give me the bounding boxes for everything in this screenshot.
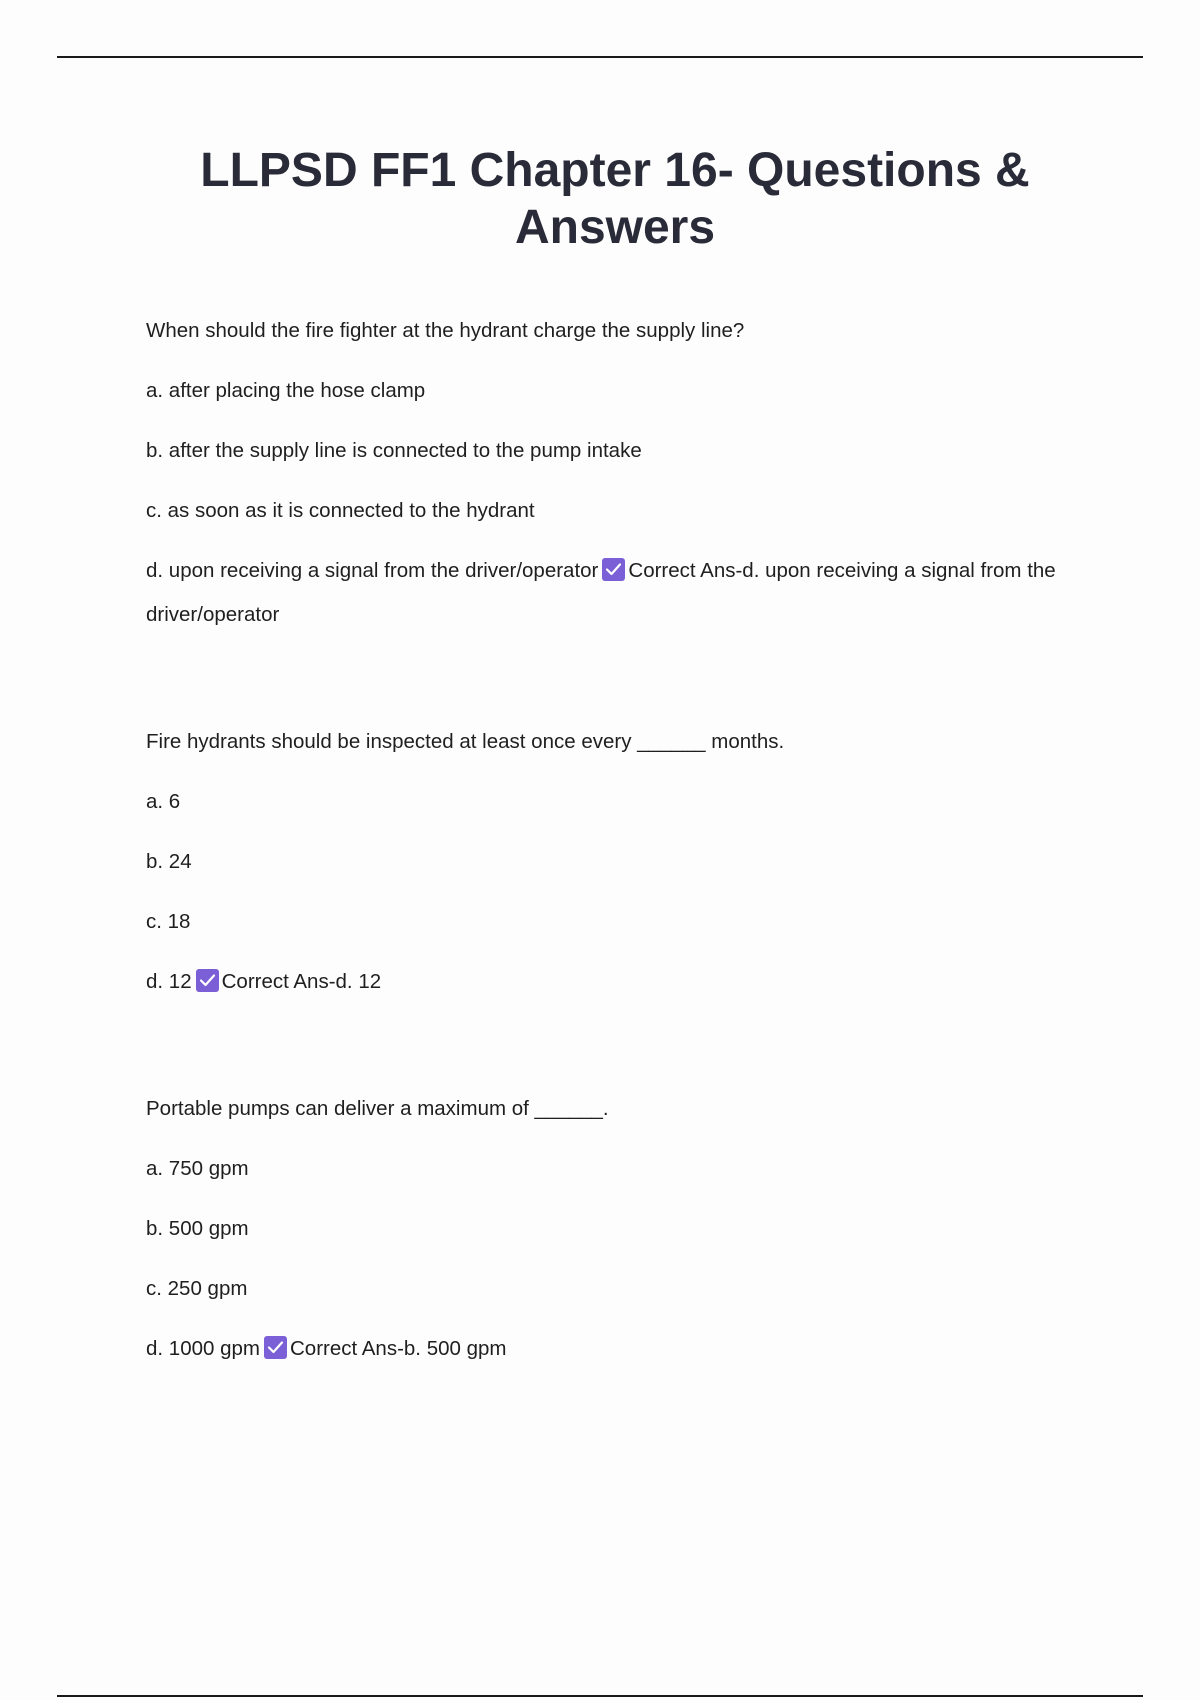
- option-d: d. 12: [146, 970, 192, 993]
- checkmark-box-icon: [264, 1336, 287, 1359]
- option-c: c. 18: [146, 910, 191, 933]
- correct-answer: Correct Ans-b. 500 gpm: [289, 1337, 507, 1360]
- option-a: a. after placing the hose clamp: [146, 379, 426, 402]
- question-text: Fire hydrants should be inspected at least once every ______ months.: [146, 730, 785, 753]
- option-d-with-answer: [146, 1327, 1066, 1371]
- option-d-with-answer: [146, 960, 1066, 1004]
- question-3: [146, 1094, 1066, 1371]
- question-list: [146, 316, 1066, 1461]
- question-1: [146, 316, 1066, 637]
- correct-answer: Correct Ans-d. upon receiving a signal from the driver/operator: [146, 559, 1056, 626]
- option-c: c. as soon as it is connected to the hydrant: [146, 499, 535, 522]
- option-a: a. 6: [146, 790, 181, 813]
- bottom-divider: [57, 1695, 1143, 1697]
- question-text: When should the fire fighter at the hydrant charge the supply line?: [146, 319, 745, 342]
- option-b: b. after the supply line is connected to the pump intake: [146, 439, 642, 462]
- correct-answer: Correct Ans-d. 12: [221, 970, 382, 993]
- option-b: b. 24: [146, 850, 192, 873]
- document-title: LLPSD FF1 Chapter 16- Questions & Answers: [200, 144, 1030, 254]
- option-b: b. 500 gpm: [146, 1217, 249, 1240]
- checkmark-box-icon: [602, 558, 625, 581]
- top-divider: [57, 56, 1143, 58]
- option-d: d. upon receiving a signal from the driver/operator: [146, 559, 599, 582]
- checkmark-box-icon: [196, 969, 219, 992]
- option-d-with-answer: [146, 549, 1066, 637]
- option-a: a. 750 gpm: [146, 1157, 249, 1180]
- option-c: c. 250 gpm: [146, 1277, 248, 1300]
- question-2: [146, 727, 1066, 1004]
- question-text: Portable pumps can deliver a maximum of ______.: [146, 1097, 609, 1120]
- option-d: d. 1000 gpm: [146, 1337, 260, 1360]
